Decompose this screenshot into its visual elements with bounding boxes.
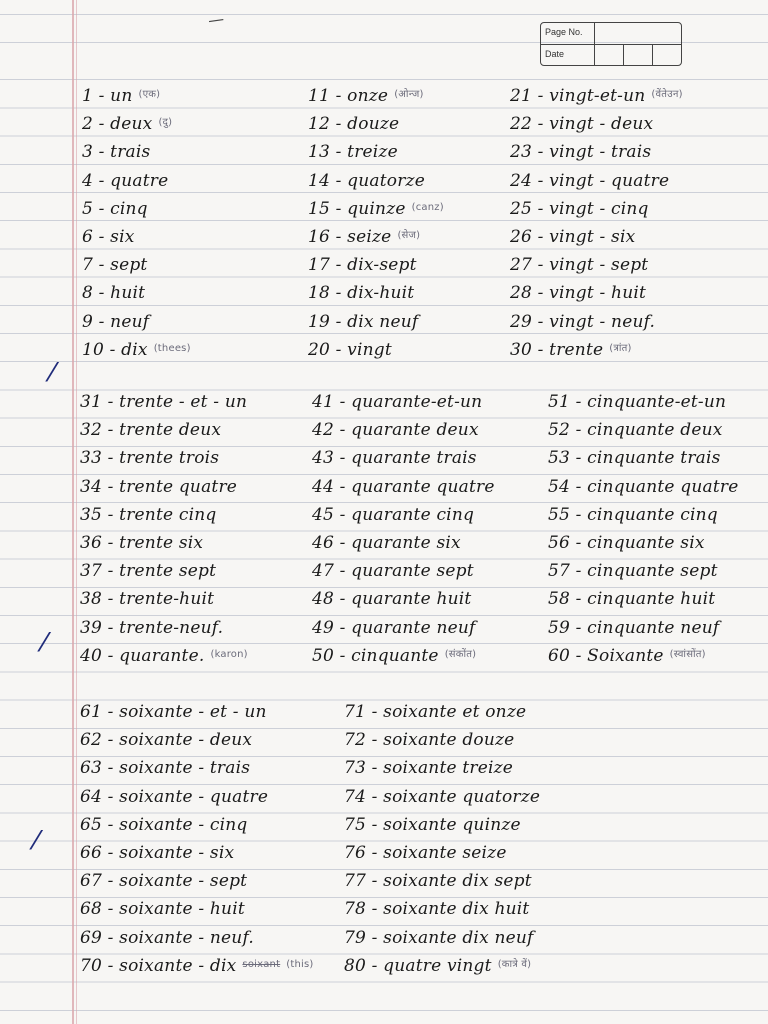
number-entry	[548, 477, 739, 497]
number-word: 64 - soixante - quatre	[80, 786, 269, 807]
number-word: 7 - sept	[82, 255, 148, 276]
number-word: 2 - deux	[82, 114, 153, 135]
struck-word: soixant	[242, 958, 281, 970]
number-word: 44 - quarante quatre	[312, 476, 495, 497]
date-cell	[653, 45, 681, 66]
pronunciation-note: (स्वांसोंत)	[669, 648, 706, 660]
number-word: 35 - trente cinq	[80, 504, 217, 525]
pronunciation-note: (ओन्ज)	[394, 89, 424, 100]
number-entry	[312, 533, 461, 553]
number-word: 21 - vingt-et-un	[510, 86, 646, 106]
number-word: 55 - cinquante cinq	[548, 504, 718, 525]
number-word: 76 - soixante seize	[344, 843, 507, 863]
number-entry	[80, 448, 219, 468]
number-entry	[308, 86, 424, 106]
number-word: 74 - soixante quatorze	[344, 786, 541, 807]
number-word: 58 - cinquante huit	[548, 589, 716, 610]
number-word: 49 - quarante neuf	[312, 617, 476, 638]
check-mark: ⁄	[34, 826, 39, 856]
pronunciation-note: (karon)	[210, 648, 248, 660]
number-entry	[510, 199, 649, 219]
margin-line-inner	[76, 0, 77, 1024]
number-entry	[80, 477, 237, 497]
number-word: 60 - Soixante	[548, 645, 664, 666]
number-entry	[308, 283, 414, 303]
number-entry	[548, 646, 706, 666]
number-entry	[312, 561, 474, 581]
number-entry	[548, 505, 718, 525]
number-word: 68 - soixante - huit	[80, 899, 245, 920]
number-entry	[344, 758, 513, 778]
number-word: 43 - quarante trais	[312, 448, 477, 469]
number-entry	[80, 871, 247, 891]
number-word: 78 - soixante dix huit	[344, 899, 530, 920]
number-word: 3 - trais	[82, 142, 151, 163]
number-word: 80 - quatre vingt	[344, 955, 492, 976]
number-entry	[312, 420, 479, 440]
number-word: 6 - six	[82, 227, 135, 247]
number-entry	[82, 199, 148, 219]
pronunciation-note: (canz)	[411, 201, 444, 213]
number-word: 26 - vingt - six	[510, 227, 636, 247]
number-entry	[308, 255, 417, 275]
number-entry	[308, 171, 425, 191]
number-word: 27 - vingt - sept	[510, 255, 649, 276]
number-word: 47 - quarante sept	[312, 561, 474, 582]
number-word: 63 - soixante - trais	[80, 758, 251, 779]
number-entry	[312, 589, 471, 609]
number-entry	[344, 843, 507, 863]
number-entry	[80, 815, 247, 835]
number-word: 77 - soixante dix sept	[344, 871, 532, 892]
number-word: 56 - cinquante six	[548, 533, 705, 553]
number-word: 5 - cinq	[82, 198, 148, 219]
date-label: Date	[541, 45, 595, 66]
number-entry	[80, 730, 252, 750]
page-header-box	[540, 22, 682, 66]
number-word: 33 - trente trois	[80, 448, 220, 469]
number-word: 9 - neuf	[82, 311, 150, 332]
number-word: 30 - trente	[510, 339, 604, 360]
top-scribble: —	[206, 8, 226, 31]
pronunciation-note: (त्रांत)	[609, 342, 632, 354]
number-word: 37 - trente sept	[80, 561, 217, 582]
number-entry	[80, 618, 223, 638]
number-word: 11 - onze	[308, 86, 389, 106]
number-word: 75 - soixante quinze	[344, 814, 521, 835]
number-entry	[80, 702, 267, 722]
number-entry	[548, 589, 715, 609]
number-word: 65 - soixante - cinq	[80, 814, 248, 835]
number-entry	[548, 533, 705, 553]
number-word: 32 - trente deux	[80, 420, 222, 441]
number-word: 42 - quarante deux	[312, 420, 479, 441]
number-entry	[344, 871, 532, 891]
page-no-label: Page No.	[541, 23, 595, 44]
number-entry	[344, 899, 529, 919]
number-word: 79 - soixante dix neuf	[344, 927, 534, 948]
number-word: 22 - vingt - deux	[510, 114, 654, 135]
number-entry	[80, 646, 248, 666]
number-entry	[80, 787, 268, 807]
number-word: 73 - soixante treize	[344, 758, 514, 779]
number-word: 59 - cinquante neuf	[548, 617, 720, 638]
number-word: 62 - soixante - deux	[80, 730, 253, 751]
number-entry	[308, 199, 444, 219]
number-entry	[82, 340, 191, 360]
number-entry	[548, 618, 719, 638]
pronunciation-note: (thees)	[153, 342, 191, 354]
number-entry	[312, 618, 476, 638]
number-entry	[510, 312, 655, 332]
number-word: 40 - quarante.	[80, 645, 205, 666]
number-entry	[80, 589, 214, 609]
number-entry	[82, 227, 135, 247]
number-entry	[82, 142, 150, 162]
number-word: 67 - soixante - sept	[80, 871, 248, 892]
number-entry	[548, 420, 723, 440]
number-word: 57 - cinquante sept	[548, 561, 718, 582]
pronunciation-note: (कात्रे वें)	[497, 958, 532, 970]
number-word: 17 - dix-sept	[308, 255, 417, 276]
number-word: 15 - quinze	[308, 198, 406, 219]
number-word: 46 - quarante six	[312, 533, 461, 553]
number-entry	[80, 956, 313, 976]
number-entry	[548, 561, 718, 581]
number-word: 52 - cinquante deux	[548, 420, 723, 441]
number-entry	[80, 928, 254, 948]
number-entry	[308, 340, 392, 360]
number-entry	[312, 646, 476, 666]
number-word: 48 - quarante huit	[312, 589, 472, 610]
number-entry	[312, 505, 474, 525]
number-entry	[80, 758, 250, 778]
page-no-cell	[595, 23, 681, 44]
pronunciation-note: (दु)	[158, 117, 173, 129]
check-mark: ⁄	[42, 628, 47, 658]
number-word: 18 - dix-huit	[308, 283, 415, 304]
number-word: 8 - huit	[82, 283, 146, 304]
number-word: 71 - soixante et onze	[344, 702, 527, 722]
number-word: 29 - vingt - neuf.	[510, 311, 656, 332]
number-word: 70 - soixante - dix	[80, 955, 237, 976]
number-word: 54 - cinquante quatre	[548, 476, 739, 497]
number-entry	[308, 312, 418, 332]
number-entry	[80, 561, 216, 581]
number-entry	[510, 171, 669, 191]
number-entry	[80, 899, 245, 919]
check-mark: ⁄	[50, 358, 55, 388]
number-entry	[510, 86, 683, 106]
number-word: 28 - vingt - huit	[510, 283, 647, 304]
number-entry	[510, 283, 646, 303]
number-word: 34 - trente quatre	[80, 476, 238, 497]
number-word: 4 - quatre	[82, 170, 169, 191]
number-entry	[510, 114, 653, 134]
number-entry	[308, 142, 398, 162]
pronunciation-note: (एक)	[138, 89, 161, 100]
margin-line	[72, 0, 74, 1024]
number-word: 50 - cinquante	[312, 645, 439, 666]
number-word: 14 - quatorze	[308, 170, 425, 191]
number-word: 13 - treize	[308, 142, 398, 163]
number-entry	[548, 448, 721, 468]
number-word: 16 - seize	[308, 227, 392, 247]
number-entry	[548, 392, 726, 412]
pronunciation-note: (संकोंत)	[444, 648, 477, 660]
number-entry	[82, 283, 145, 303]
number-word: 31 - trente - et - un	[80, 392, 248, 412]
number-word: 61 - soixante - et - un	[80, 702, 267, 722]
number-entry	[82, 86, 160, 106]
number-entry	[80, 420, 221, 440]
number-entry	[82, 114, 172, 134]
number-word: 20 - vingt	[308, 339, 392, 360]
number-word: 69 - soixante - neuf.	[80, 927, 254, 948]
number-entry	[510, 340, 632, 360]
number-entry	[344, 787, 540, 807]
number-entry	[344, 702, 526, 722]
number-entry	[80, 843, 234, 863]
number-entry	[510, 255, 648, 275]
number-entry	[308, 227, 420, 247]
number-entry	[82, 171, 168, 191]
number-entry	[344, 815, 521, 835]
number-word: 10 - dix	[82, 339, 148, 360]
number-entry	[312, 448, 477, 468]
number-entry	[82, 312, 149, 332]
number-entry	[312, 392, 482, 412]
number-entry	[82, 255, 147, 275]
number-word: 39 - trente-neuf.	[80, 617, 224, 638]
number-entry	[80, 392, 247, 412]
number-entry	[344, 730, 514, 750]
number-word: 19 - dix neuf	[308, 311, 419, 332]
date-cell	[624, 45, 653, 66]
number-entry	[510, 227, 635, 247]
number-word: 41 - quarante-et-un	[312, 392, 483, 412]
number-entry	[80, 505, 216, 525]
number-entry	[308, 114, 399, 134]
number-word: 25 - vingt - cinq	[510, 198, 649, 219]
pronunciation-note: (this)	[286, 958, 314, 970]
number-word: 51 - cinquante-et-un	[548, 392, 727, 412]
date-cell	[595, 45, 624, 66]
number-word: 36 - trente six	[80, 533, 204, 553]
number-word: 72 - soixante douze	[344, 730, 515, 751]
number-entry	[510, 142, 651, 162]
number-word: 66 - soixante - six	[80, 843, 235, 863]
pronunciation-note: (वेंतेउन)	[651, 89, 683, 100]
number-entry	[80, 533, 203, 553]
number-word: 1 - un	[82, 86, 133, 106]
number-word: 38 - trente-huit	[80, 589, 215, 610]
number-word: 12 - douze	[308, 114, 400, 135]
number-entry	[312, 477, 495, 497]
number-word: 24 - vingt - quatre	[510, 170, 670, 191]
number-entry	[344, 956, 531, 976]
number-word: 23 - vingt - trais	[510, 142, 652, 163]
number-word: 45 - quarante cinq	[312, 504, 475, 525]
number-word: 53 - cinquante trais	[548, 448, 721, 469]
pronunciation-note: (सेज)	[397, 230, 421, 241]
number-entry	[344, 928, 534, 948]
